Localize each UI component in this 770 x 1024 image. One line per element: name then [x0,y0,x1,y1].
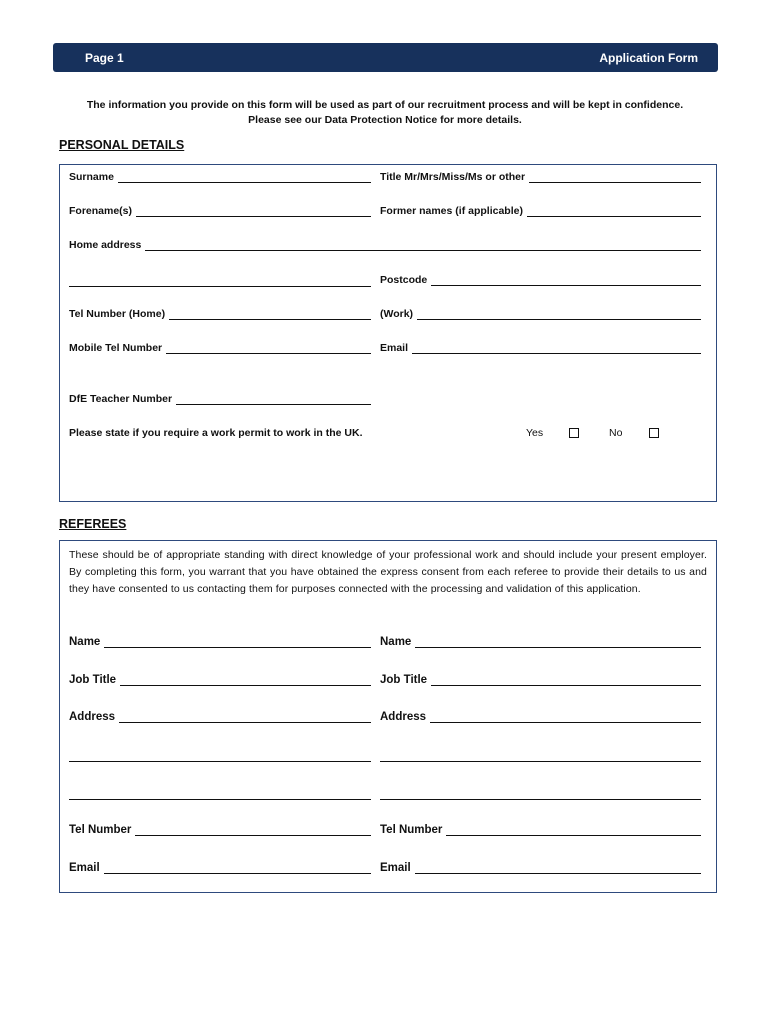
referee-1-tel-input-line[interactable] [135,822,371,836]
tel-work-input-line[interactable] [417,307,701,320]
referee-2-tel-input-line[interactable] [446,822,701,836]
referee-2-address-line-2[interactable] [380,760,701,762]
surname-label: Surname [69,171,114,183]
intro-line-1: The information you provide on this form will be used as part of our recruitment process and will be kept in confidence. [86,99,684,111]
work-permit-no-label: No [609,427,623,439]
referee-2-job-title-field[interactable] [380,672,701,686]
postcode-label: Postcode [380,274,428,286]
referee-1-email-field[interactable] [69,860,371,874]
referee-1-address-field[interactable] [69,709,371,723]
postcode-field[interactable] [380,273,701,286]
referees-heading: REFEREES [59,517,127,531]
referee-2-address-field[interactable] [380,709,701,723]
personal-details-heading: PERSONAL DETAILS [59,138,185,152]
surname-field[interactable] [69,170,371,183]
referee-2-email-label: Email [380,862,411,874]
referee-2-email-field[interactable] [380,860,701,874]
home-address-field[interactable] [69,238,701,251]
referee-1-job-title-label: Job Title [69,674,117,686]
dfe-teacher-number-label: DfE Teacher Number [69,393,173,405]
referee-1-job-title-input-line[interactable] [120,672,371,686]
email-label: Email [380,342,409,354]
intro-line-2: Please see our Data Protection Notice for more details. [248,114,522,126]
referee-1-email-input-line[interactable] [104,860,371,874]
forenames-field[interactable] [69,204,371,217]
referee-1-email-label: Email [69,862,100,874]
page-label: Page 1 [85,51,124,65]
referee-2-name-label: Name [380,636,412,648]
title-input-line[interactable] [529,170,701,183]
work-permit-yes-label: Yes [526,427,544,439]
tel-home-label: Tel Number (Home) [69,308,166,320]
referee-2-name-field[interactable] [380,634,701,648]
postcode-input-line[interactable] [431,273,701,286]
referee-2-tel-field[interactable] [380,822,701,836]
title-label: Title Mr/Mrs/Miss/Ms or other [380,171,526,183]
surname-input-line[interactable] [118,170,371,183]
referee-1-name-label: Name [69,636,101,648]
mobile-field[interactable] [69,341,371,354]
referee-1-address-line-3[interactable] [69,798,371,800]
referee-1-address-line-2[interactable] [69,760,371,762]
former-names-label: Former names (if applicable) [380,205,523,217]
dfe-teacher-number-input-line[interactable] [176,392,371,405]
referee-1-address-label: Address [69,711,116,723]
dfe-teacher-number-field[interactable] [69,392,371,405]
referee-2-address-input-line[interactable] [430,709,701,723]
email-input-line[interactable] [412,341,701,354]
referee-2-tel-label: Tel Number [380,824,443,836]
forenames-input-line[interactable] [136,204,371,217]
referee-2-job-title-input-line[interactable] [431,672,701,686]
home-address-input-line[interactable] [145,238,701,251]
referee-2-email-input-line[interactable] [415,860,701,874]
referee-1-name-input-line[interactable] [104,634,371,648]
form-title: Application Form [599,51,698,65]
referee-2-name-input-line[interactable] [415,634,701,648]
work-permit-question: Please state if you require a work permit to work in the UK. [69,427,363,439]
tel-home-input-line[interactable] [169,307,371,320]
mobile-label: Mobile Tel Number [69,342,163,354]
referees-description: These should be of appropriate standing with direct knowledge of your professional work and should include your present employer. By completing this form, you warrant that you have obtained the express consent from each referee to provide their details to us and they have consented to us contacting them for purposes connected with the processing and validation of this application. [69,549,707,595]
header-bar [53,43,718,72]
referee-2-address-line-3[interactable] [380,798,701,800]
email-field[interactable] [380,341,701,354]
former-names-input-line[interactable] [527,204,701,217]
intro-text [40,98,730,128]
referee-2-job-title-label: Job Title [380,674,428,686]
referee-1-job-title-field[interactable] [69,672,371,686]
forenames-label: Forename(s) [69,205,133,217]
referee-1-tel-label: Tel Number [69,824,132,836]
referee-1-name-field[interactable] [69,634,371,648]
tel-home-field[interactable] [69,307,371,320]
work-permit-yes-checkbox[interactable] [569,428,579,438]
work-permit-no-checkbox[interactable] [649,428,659,438]
former-names-field[interactable] [380,204,701,217]
title-field[interactable] [380,170,701,183]
home-address-line-2[interactable] [69,285,371,287]
referee-1-tel-field[interactable] [69,822,371,836]
referee-1-address-input-line[interactable] [119,709,371,723]
tel-work-label: (Work) [380,308,414,320]
tel-work-field[interactable] [380,307,701,320]
mobile-input-line[interactable] [166,341,371,354]
referee-2-address-label: Address [380,711,427,723]
home-address-label: Home address [69,239,142,251]
